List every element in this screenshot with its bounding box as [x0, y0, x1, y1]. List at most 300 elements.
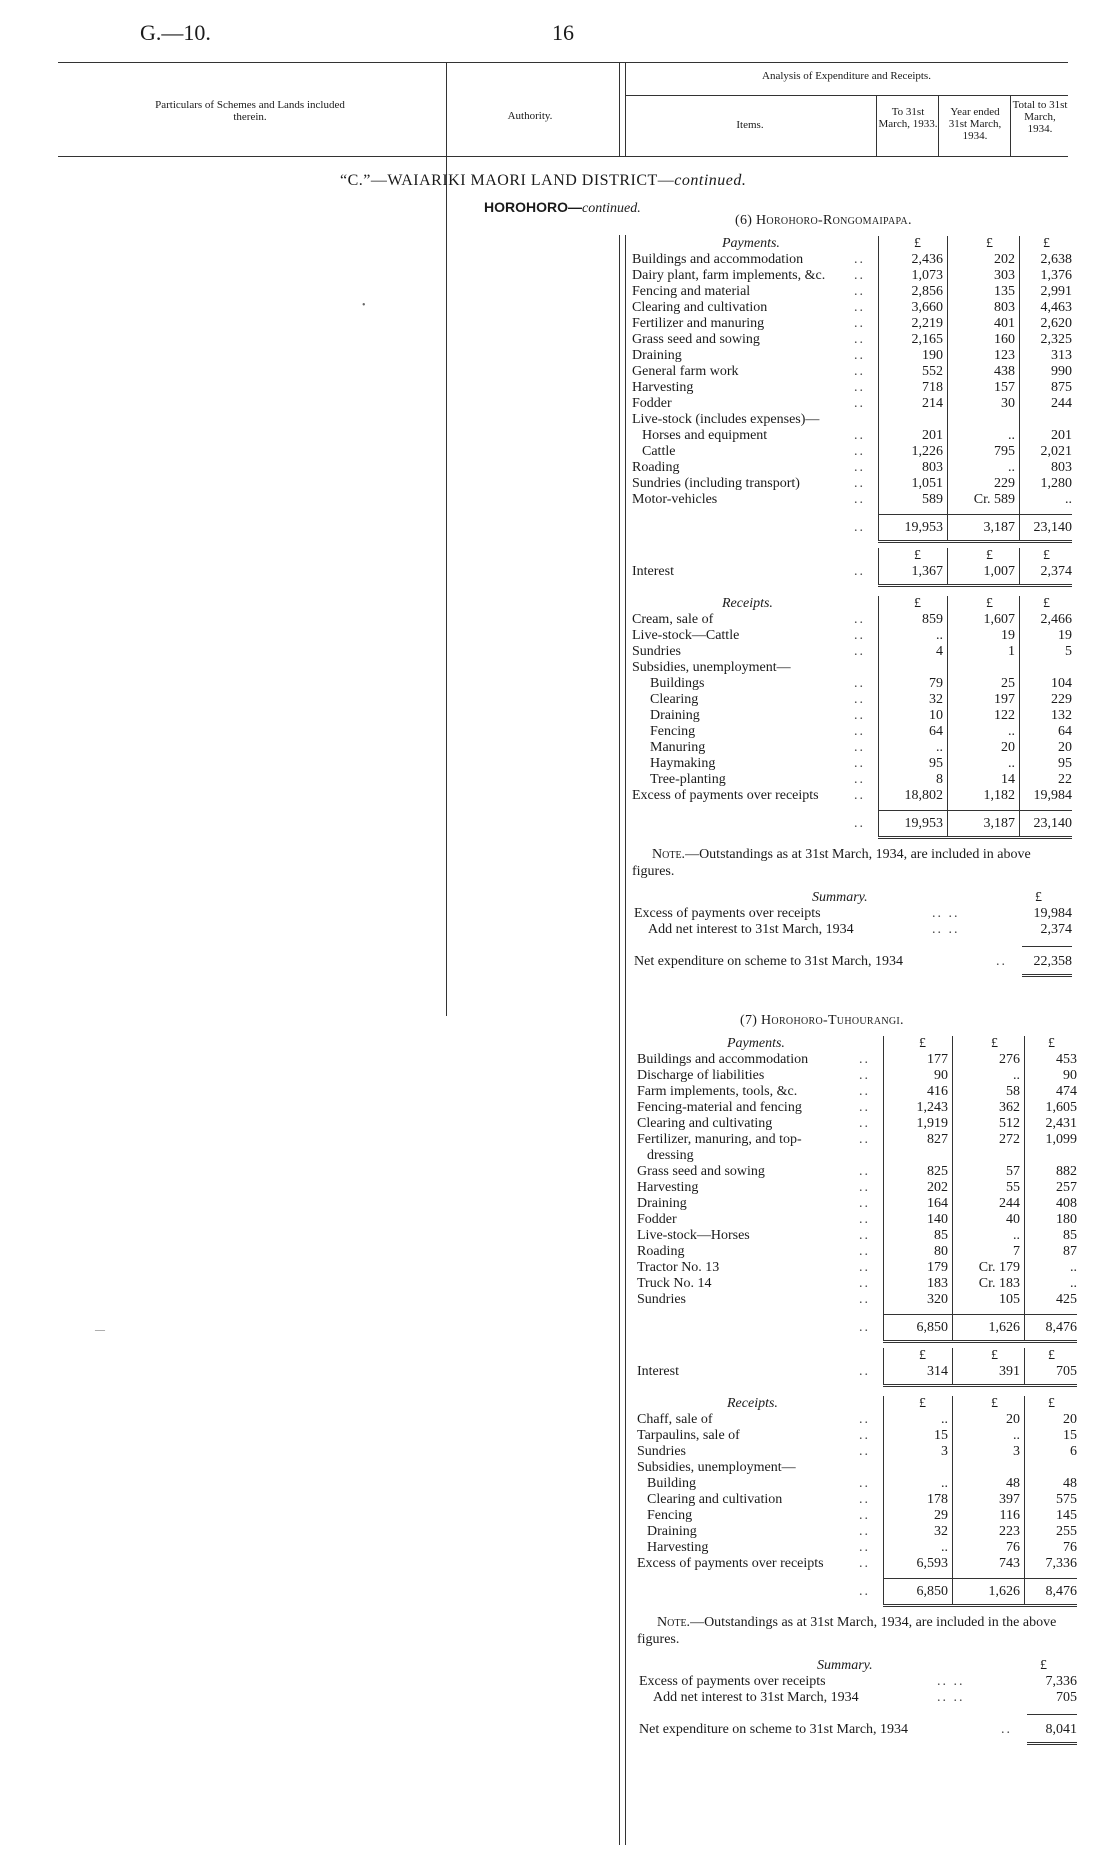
payment-row [632, 412, 1072, 428]
payments-total-year: 3,187 [983, 520, 1015, 535]
receipt-year: 197 [994, 692, 1015, 707]
receipts-total-to31: 6,850 [916, 1584, 948, 1599]
payment-row [632, 364, 1072, 380]
receipt-total: 145 [1056, 1508, 1077, 1523]
currency-symbol: £ [914, 236, 921, 251]
receipts-total-year: 1,626 [988, 1584, 1020, 1599]
payments-total-row [637, 1320, 1077, 1336]
payment-to31: 1,919 [916, 1116, 948, 1131]
payment-total: 313 [1051, 348, 1072, 363]
total-rule [883, 1578, 1077, 1579]
payment-to31: 214 [922, 396, 943, 411]
receipt-row [637, 1508, 1077, 1524]
double-rule [883, 1340, 1077, 1343]
receipt-total: 2,466 [1040, 612, 1072, 627]
payment-total: 1,605 [1045, 1100, 1077, 1115]
receipt-to31: 3 [941, 1444, 948, 1459]
leader-dots: .. [859, 1196, 870, 1211]
receipt-year: 116 [999, 1508, 1020, 1523]
leader-dots: .. [854, 564, 865, 579]
payment-to31: 803 [922, 460, 943, 475]
payment-row [637, 1084, 1077, 1100]
payment-total: 875 [1051, 380, 1072, 395]
receipt-to31: 18,802 [904, 788, 943, 803]
net-expenditure-label: Net expenditure on scheme to 31st March, 1934 [639, 1722, 909, 1737]
currency-symbol: £ [1043, 236, 1050, 251]
leader-dots: .. [859, 1276, 870, 1291]
payment-year: 438 [994, 364, 1015, 379]
payment-year: 362 [999, 1100, 1020, 1115]
column-rule [878, 548, 879, 584]
receipt-to31: .. [936, 628, 943, 643]
receipt-total: 7,336 [1045, 1556, 1077, 1571]
body-divider-2b [625, 235, 626, 1845]
payment-to31: 552 [922, 364, 943, 379]
payment-total: 474 [1056, 1084, 1077, 1099]
receipt-year: 25 [1001, 676, 1015, 691]
payment-to31: 1,243 [916, 1100, 948, 1115]
payment-total: 2,431 [1045, 1116, 1077, 1131]
receipt-to31: 32 [934, 1524, 948, 1539]
column-rule [883, 1396, 884, 1604]
payment-label: Draining [637, 1196, 687, 1211]
leader-dots: .. [854, 772, 865, 787]
receipt-row [632, 788, 1072, 804]
leader-dots: .. [859, 1212, 870, 1227]
receipt-to31: 15 [934, 1428, 948, 1443]
payment-total: 85 [1063, 1228, 1077, 1243]
note-heading: Note. [657, 1615, 691, 1630]
receipt-label: Draining [647, 1524, 697, 1539]
leader-dots: .. .. [937, 1690, 965, 1705]
payment-total: 1,099 [1045, 1132, 1077, 1147]
payment-year: 160 [994, 332, 1015, 347]
leader-dots: .. .. [932, 906, 960, 921]
double-rule [883, 1384, 1077, 1387]
total-rule [1027, 1714, 1077, 1715]
leader-dots: .. [854, 520, 865, 535]
document-code: G.—10. [140, 20, 211, 45]
receipt-row [632, 692, 1072, 708]
payment-row [637, 1244, 1077, 1260]
receipt-year: 76 [1006, 1540, 1020, 1555]
currency-symbol: £ [914, 596, 921, 611]
payment-row [637, 1212, 1077, 1228]
col-year-ended: Year ended 31st March, 1934. [948, 106, 1002, 142]
summary-row [637, 1674, 1077, 1690]
payment-row [632, 428, 1072, 444]
payment-row [632, 252, 1072, 268]
payment-year: 57 [1006, 1164, 1020, 1179]
payment-total: 2,325 [1040, 332, 1072, 347]
payment-total: 4,463 [1040, 300, 1072, 315]
payment-label: Fodder [632, 396, 672, 411]
header-top-rule [58, 62, 1068, 63]
leader-dots: .. [854, 252, 865, 267]
leader-dots: .. [854, 380, 865, 395]
leader-dots: .. [859, 1228, 870, 1243]
leader-dots: .. [859, 1508, 870, 1523]
receipt-label: Tarpaulins, sale of [637, 1428, 740, 1443]
leader-dots: .. [859, 1412, 870, 1427]
leader-dots: .. [859, 1244, 870, 1259]
leader-dots: .. [859, 1476, 870, 1491]
leader-dots: .. [854, 628, 865, 643]
header-divider-4 [938, 95, 939, 156]
receipt-row [632, 644, 1072, 660]
leader-dots: .. [854, 284, 865, 299]
note-text: —Outstandings as at 31st March, 1934, are included in the above figures. [637, 1615, 1057, 1647]
receipt-year: 1,607 [983, 612, 1015, 627]
payment-label: Roading [632, 460, 680, 475]
leader-dots: .. [1001, 1722, 1012, 1737]
payment-year: 303 [994, 268, 1015, 283]
payment-row [637, 1276, 1077, 1292]
section-title: “C.”—WAIARIKI MAORI LAND DISTRICT—continued. [340, 172, 747, 189]
note-text: —Outstandings as at 31st March, 1934, are included in above figures. [632, 847, 1031, 879]
payment-row [637, 1100, 1077, 1116]
payment-year: 795 [994, 444, 1015, 459]
payment-row [632, 268, 1072, 284]
leader-dots: .. [854, 676, 865, 691]
receipts-heading-label: Receipts. [722, 596, 773, 611]
receipt-total: 22 [1058, 772, 1072, 787]
receipt-row [637, 1524, 1077, 1540]
payment-row [632, 396, 1072, 412]
leader-dots: .. [854, 428, 865, 443]
payment-total: .. [1070, 1276, 1077, 1291]
receipt-total: 95 [1058, 756, 1072, 771]
currency-symbol: £ [986, 236, 993, 251]
summary-row [632, 922, 1072, 938]
leader-dots: .. [854, 740, 865, 755]
receipt-label: Chaff, sale of [637, 1412, 713, 1427]
summary-label: Excess of payments over receipts [634, 906, 821, 921]
receipt-row [632, 660, 1072, 676]
summary-label: Add net interest to 31st March, 1934 [648, 922, 854, 937]
payment-year: 40 [1006, 1212, 1020, 1227]
payment-to31: 2,436 [911, 252, 943, 267]
payment-row [632, 476, 1072, 492]
receipt-year: 3 [1013, 1444, 1020, 1459]
payment-to31: 85 [934, 1228, 948, 1243]
payments-total-year: 1,626 [988, 1320, 1020, 1335]
leader-dots: .. [859, 1320, 870, 1335]
payment-row [632, 348, 1072, 364]
receipt-row [632, 628, 1072, 644]
total-rule [878, 810, 1072, 811]
payments-heading-label: Payments. [722, 236, 780, 251]
payment-to31: 2,219 [911, 316, 943, 331]
net-expenditure-value: 22,358 [1033, 954, 1072, 969]
payments-heading-label: Payments. [727, 1036, 785, 1051]
receipt-label: Sundries [632, 644, 681, 659]
leader-dots: .. [859, 1556, 870, 1571]
payment-year: 30 [1001, 396, 1015, 411]
interest-total: 2,374 [1040, 564, 1072, 579]
col-items: Items. [736, 119, 764, 131]
leader-dots: .. [854, 476, 865, 491]
summary-value: 19,984 [1033, 906, 1072, 921]
currency-symbol: £ [991, 1348, 998, 1363]
payment-label: Fertilizer, manuring, and top- [637, 1132, 802, 1147]
leader-dots: .. [859, 1180, 870, 1195]
payment-label: Dairy plant, farm implements, &c. [632, 268, 826, 283]
payment-to31: 1,226 [911, 444, 943, 459]
leader-dots: .. [854, 268, 865, 283]
receipt-to31: 29 [934, 1508, 948, 1523]
payment-year: Cr. 179 [978, 1260, 1020, 1275]
receipt-label: Manuring [650, 740, 706, 755]
payment-row [632, 460, 1072, 476]
payment-to31: 202 [927, 1180, 948, 1195]
net-expenditure-row [632, 954, 1072, 970]
summary-heading [637, 1658, 1077, 1674]
leader-dots: .. [854, 300, 865, 315]
col-analysis: Analysis of Expenditure and Receipts. [762, 70, 931, 82]
receipts-total-to31: 19,953 [904, 816, 943, 831]
currency-symbol: £ [1048, 1348, 1055, 1363]
currency-symbol: £ [1048, 1036, 1055, 1051]
leader-dots: .. .. [932, 922, 960, 937]
subsection-title: HOROHORO—continued. [484, 199, 641, 216]
interest-year: 391 [999, 1364, 1020, 1379]
column-rule [947, 236, 948, 540]
col-particulars: Particulars of Schemes and Lands included therein. [155, 99, 345, 123]
receipt-year: 397 [999, 1492, 1020, 1507]
leader-dots: .. [854, 788, 865, 803]
summary-label: Add net interest to 31st March, 1934 [653, 1690, 859, 1705]
note-heading: Note. [652, 847, 686, 862]
payment-total: 201 [1051, 428, 1072, 443]
payment-to31: 80 [934, 1244, 948, 1259]
receipt-label: Haymaking [650, 756, 716, 771]
header-divider-5 [1010, 95, 1011, 156]
payment-row [637, 1148, 1077, 1164]
receipt-to31: .. [941, 1476, 948, 1491]
payment-label: Harvesting [632, 380, 694, 395]
leader-dots: .. [854, 316, 865, 331]
column-rule [1019, 596, 1020, 836]
payment-year: 512 [999, 1116, 1020, 1131]
receipt-to31: 79 [929, 676, 943, 691]
payment-label: Truck No. 14 [637, 1276, 712, 1291]
leader-dots: .. [859, 1584, 870, 1599]
payment-label: dressing [647, 1148, 694, 1163]
payment-label: Fencing and material [632, 284, 751, 299]
payment-total: 2,021 [1040, 444, 1072, 459]
payment-row [637, 1164, 1077, 1180]
payment-total: 87 [1063, 1244, 1077, 1259]
receipt-row [637, 1540, 1077, 1556]
payment-to31: 179 [927, 1260, 948, 1275]
payment-total: 425 [1056, 1292, 1077, 1307]
column-rule [1019, 236, 1020, 540]
receipt-label: Sundries [637, 1444, 686, 1459]
payment-year: Cr. 589 [973, 492, 1015, 507]
payment-to31: 90 [934, 1068, 948, 1083]
currency-symbol: £ [991, 1396, 998, 1411]
receipt-total: 255 [1056, 1524, 1077, 1539]
receipt-total: 20 [1063, 1412, 1077, 1427]
payment-total: 2,638 [1040, 252, 1072, 267]
payment-year: Cr. 183 [978, 1276, 1020, 1291]
payments-total-total: 8,476 [1045, 1320, 1077, 1335]
currency-symbol: £ [919, 1348, 926, 1363]
payments-total-row [632, 520, 1072, 536]
receipt-year: 20 [1006, 1412, 1020, 1427]
summary-label: Excess of payments over receipts [639, 1674, 826, 1689]
leader-dots: .. [859, 1540, 870, 1555]
payment-to31: 718 [922, 380, 943, 395]
receipt-year: .. [1013, 1428, 1020, 1443]
col-total: Total to 31st March, 1934. [1012, 99, 1068, 135]
receipt-total: 48 [1063, 1476, 1077, 1491]
payment-label: Grass seed and sowing [632, 332, 760, 347]
scheme-6-title: (6) Horohoro-Rongomaipapa. [735, 213, 912, 228]
total-rule [883, 1314, 1077, 1315]
leader-dots: .. [854, 708, 865, 723]
receipt-to31: 4 [936, 644, 943, 659]
receipt-label: Clearing [650, 692, 699, 707]
payment-to31: 320 [927, 1292, 948, 1307]
payment-to31: 177 [927, 1052, 948, 1067]
payment-row [632, 444, 1072, 460]
payment-label: Sundries [637, 1292, 686, 1307]
receipt-label: Excess of payments over receipts [632, 788, 819, 803]
payment-total: 990 [1051, 364, 1072, 379]
summary-heading-label: Summary. [817, 1658, 873, 1673]
net-expenditure-row [637, 1722, 1077, 1738]
receipt-label: Subsidies, unemployment— [632, 660, 791, 675]
payment-row [637, 1068, 1077, 1084]
receipts-total-year: 3,187 [983, 816, 1015, 831]
leader-dots: .. [854, 444, 865, 459]
leader-dots: .. [859, 1052, 870, 1067]
leader-dots: .. .. [937, 1674, 965, 1689]
receipt-label: Tree-planting [650, 772, 726, 787]
leader-dots: .. [854, 364, 865, 379]
payment-to31: 2,856 [911, 284, 943, 299]
payment-year: .. [1008, 428, 1015, 443]
column-rule [952, 1396, 953, 1604]
payment-label: Fertilizer and manuring [632, 316, 765, 331]
column-rule [1024, 1036, 1025, 1340]
receipt-total: 132 [1051, 708, 1072, 723]
receipt-label: Fencing [647, 1508, 693, 1523]
receipt-total: 6 [1070, 1444, 1077, 1459]
payment-row [637, 1132, 1077, 1148]
leader-dots: .. [854, 460, 865, 475]
payment-year: 58 [1006, 1084, 1020, 1099]
interest-currency [632, 548, 1072, 564]
payment-year: 272 [999, 1132, 1020, 1147]
total-rule [878, 514, 1072, 515]
payment-label: Cattle [642, 444, 676, 459]
payment-row [632, 332, 1072, 348]
payment-year: 123 [994, 348, 1015, 363]
payment-label: Fodder [637, 1212, 677, 1227]
payment-label: Draining [632, 348, 682, 363]
receipt-year: 48 [1006, 1476, 1020, 1491]
net-expenditure-label: Net expenditure on scheme to 31st March, 1934 [634, 954, 904, 969]
payment-row [632, 492, 1072, 508]
receipt-year: 1 [1008, 644, 1015, 659]
receipt-total: 20 [1058, 740, 1072, 755]
payment-total: 2,620 [1040, 316, 1072, 331]
payment-total: 257 [1056, 1180, 1077, 1195]
receipt-row [637, 1460, 1077, 1476]
currency-symbol: £ [1048, 1396, 1055, 1411]
payment-total: 408 [1056, 1196, 1077, 1211]
payment-label: Fencing-material and fencing [637, 1100, 802, 1115]
leader-dots: .. [854, 612, 865, 627]
column-rule [1019, 548, 1020, 584]
scheme-note [632, 846, 1072, 880]
leader-dots: .. [854, 332, 865, 347]
payment-year: .. [1008, 460, 1015, 475]
interest-row [632, 564, 1072, 580]
payment-row [637, 1228, 1077, 1244]
receipt-total: 104 [1051, 676, 1072, 691]
interest-label: Interest [637, 1364, 679, 1379]
payment-to31: 589 [922, 492, 943, 507]
payment-label: Tractor No. 13 [637, 1260, 720, 1275]
payment-to31: 1,051 [911, 476, 943, 491]
currency-symbol: £ [1043, 548, 1050, 563]
payment-year: 157 [994, 380, 1015, 395]
payment-label: Grass seed and sowing [637, 1164, 765, 1179]
header-divider-1 [446, 62, 447, 156]
payment-to31: 1,073 [911, 268, 943, 283]
interest-to31: 1,367 [911, 564, 943, 579]
leader-dots: .. [854, 816, 865, 831]
payment-row [637, 1196, 1077, 1212]
payment-year: 229 [994, 476, 1015, 491]
payment-total: 803 [1051, 460, 1072, 475]
payment-label: Sundries (including transport) [632, 476, 800, 491]
payment-row [637, 1260, 1077, 1276]
payment-total: .. [1065, 492, 1072, 507]
leader-dots: .. [859, 1116, 870, 1131]
receipt-to31: 95 [929, 756, 943, 771]
receipt-label: Clearing and cultivation [647, 1492, 783, 1507]
payment-year: 202 [994, 252, 1015, 267]
receipt-year: 743 [999, 1556, 1020, 1571]
receipt-label: Cream, sale of [632, 612, 714, 627]
leader-dots: .. [854, 644, 865, 659]
receipt-row [632, 772, 1072, 788]
leader-dots: .. [859, 1132, 870, 1147]
payment-total: 882 [1056, 1164, 1077, 1179]
summary-value: 705 [1056, 1690, 1077, 1705]
payment-row [637, 1292, 1077, 1308]
receipt-row [632, 676, 1072, 692]
body-divider-1 [446, 156, 447, 1016]
summary-value: 7,336 [1045, 1674, 1077, 1689]
payment-total: 180 [1056, 1212, 1077, 1227]
payment-to31: 2,165 [911, 332, 943, 347]
receipt-row [637, 1444, 1077, 1460]
payment-to31: 416 [927, 1084, 948, 1099]
receipts-total-row [637, 1584, 1077, 1600]
payment-year: 803 [994, 300, 1015, 315]
print-mark: — [95, 1325, 105, 1336]
receipt-to31: 10 [929, 708, 943, 723]
payment-row [637, 1052, 1077, 1068]
summary-heading-label: Summary. [812, 890, 868, 905]
receipt-row [632, 612, 1072, 628]
